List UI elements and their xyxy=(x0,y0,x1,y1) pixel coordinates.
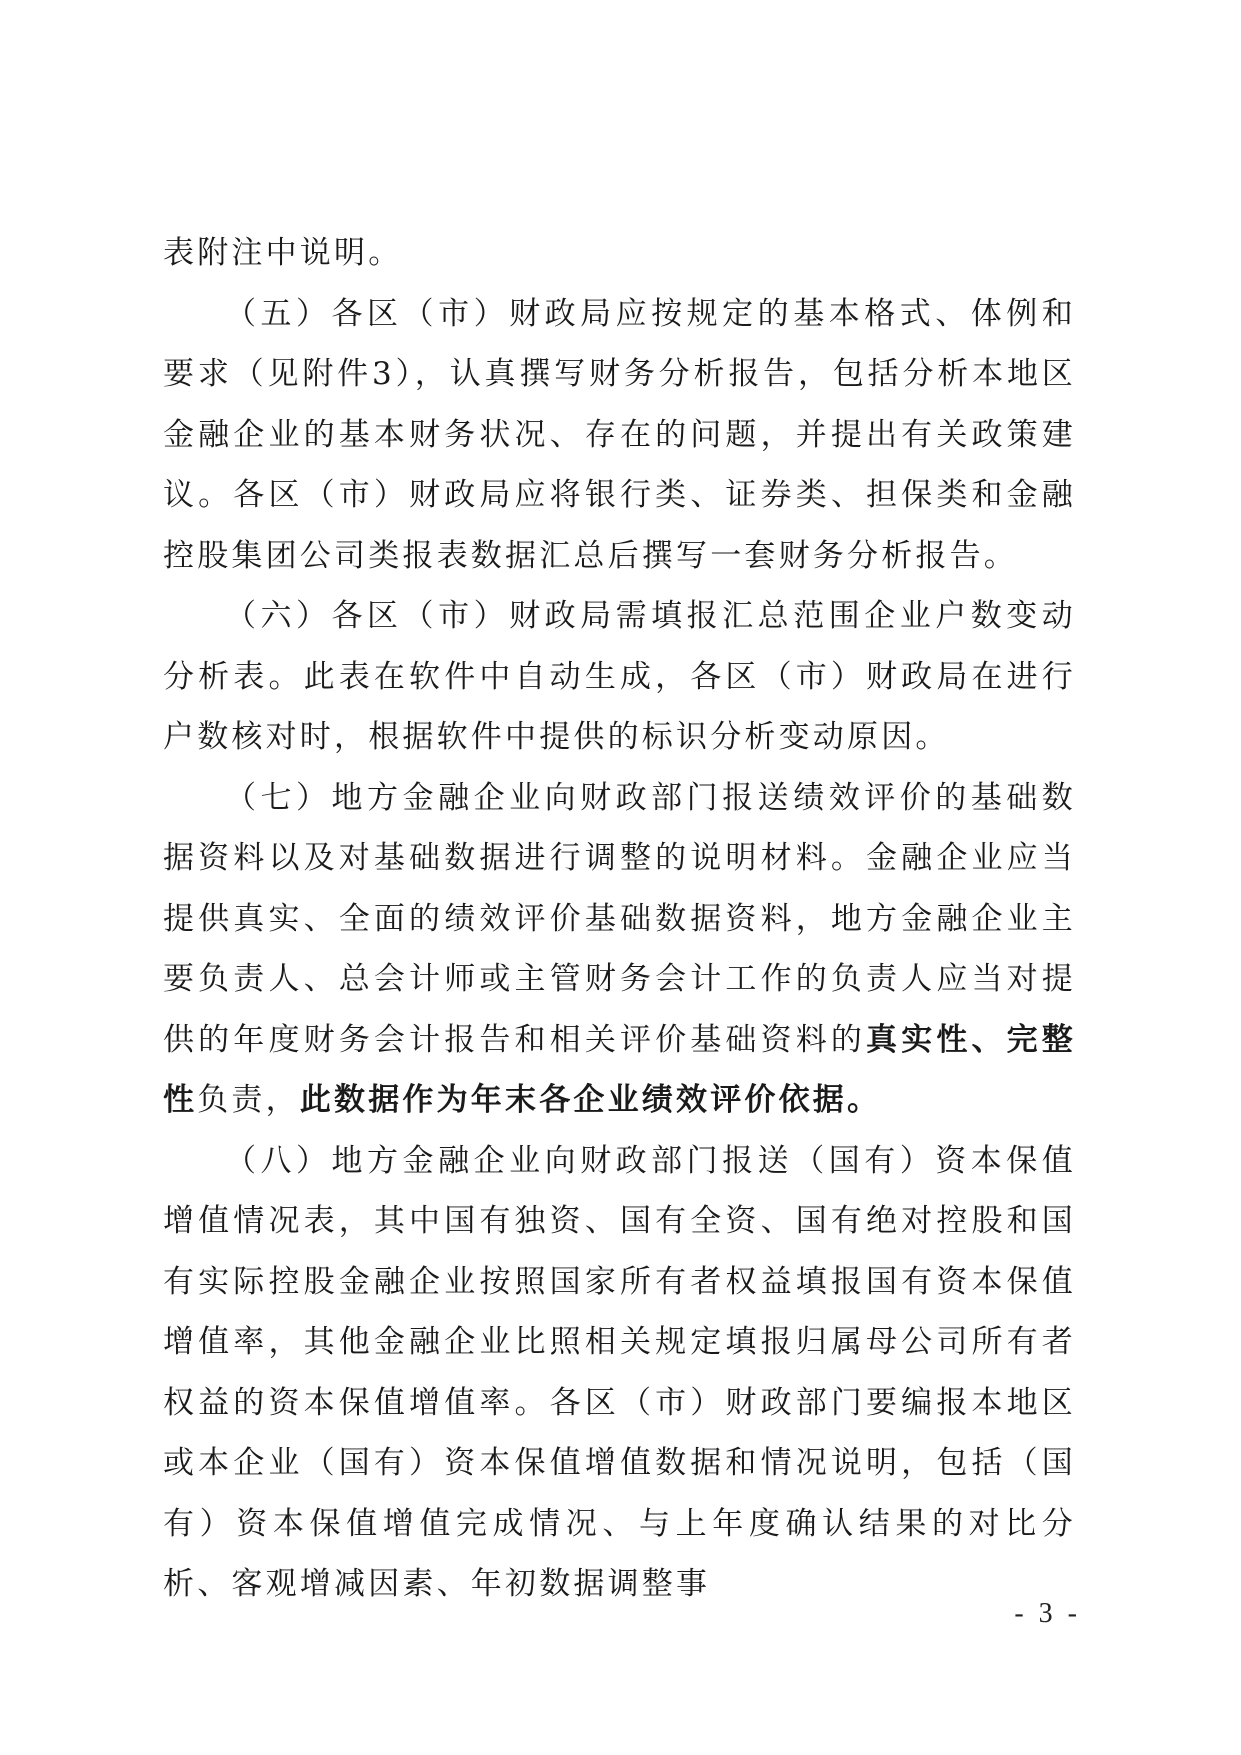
emphasis-evaluation-basis: 此数据作为年末各企业绩效评价依据。 xyxy=(299,1082,882,1118)
paragraph-continuation: 表附注中说明。 xyxy=(163,235,403,271)
paragraph-section-7 xyxy=(163,768,1076,1131)
paragraph-section-5: （五）各区（市）财政局应按规定的基本格式、体例和要求（见附件3），认真撰写财务分析报告，包括分析本地区金融企业的基本财务状况、存在的问题，并提出有关政策建议。各区（市）财政局应将银行类、证券类、担保类和金融控股集团公司类报表数据汇总后撰写一套财务分析报告。 xyxy=(163,295,1076,574)
paragraph-section-6: （六）各区（市）财政局需填报汇总范围企业户数变动分析表。此表在软件中自动生成，各区（市）财政局在进行户数核对时，根据软件中提供的标识分析变动原因。 xyxy=(163,598,1076,755)
page-number: - 3 - xyxy=(1014,1598,1081,1629)
emphasis-authenticity-completeness: 真实性、完整性 xyxy=(163,1021,1077,1118)
paragraph-section-7-text-a: （七）地方金融企业向财政部门报送绩效评价的基础数据资料以及对基础数据进行调整的说明材料。金融企业应当提供真实、全面的绩效评价基础数据资料，地方金融企业主要负责人、总会计师或主管财务会计工作的负责人应当对提供的年度财务会计报告和相关评价基础资料的 xyxy=(163,779,1076,1058)
paragraph-section-8: （八）地方金融企业向财政部门报送（国有）资本保值增值情况表，其中国有独资、国有全资、国有绝对控股和国有实际控股金融企业按照国家所有者权益填报国有资本保值增值率，其他金融企业比照相关规定填报归属母公司所有者权益的资本保值增值率。各区（市）财政部门要编报本地区或本企业（国有）资本保值增值数据和情况说明，包括（国有）资本保值增值完成情况、与上年度确认结果的对比分析、客观增减因素、年初数据调整事 xyxy=(163,1142,1076,1602)
paragraph-section-7-text-b: 负责， xyxy=(197,1082,300,1118)
document-body xyxy=(163,223,1076,1615)
